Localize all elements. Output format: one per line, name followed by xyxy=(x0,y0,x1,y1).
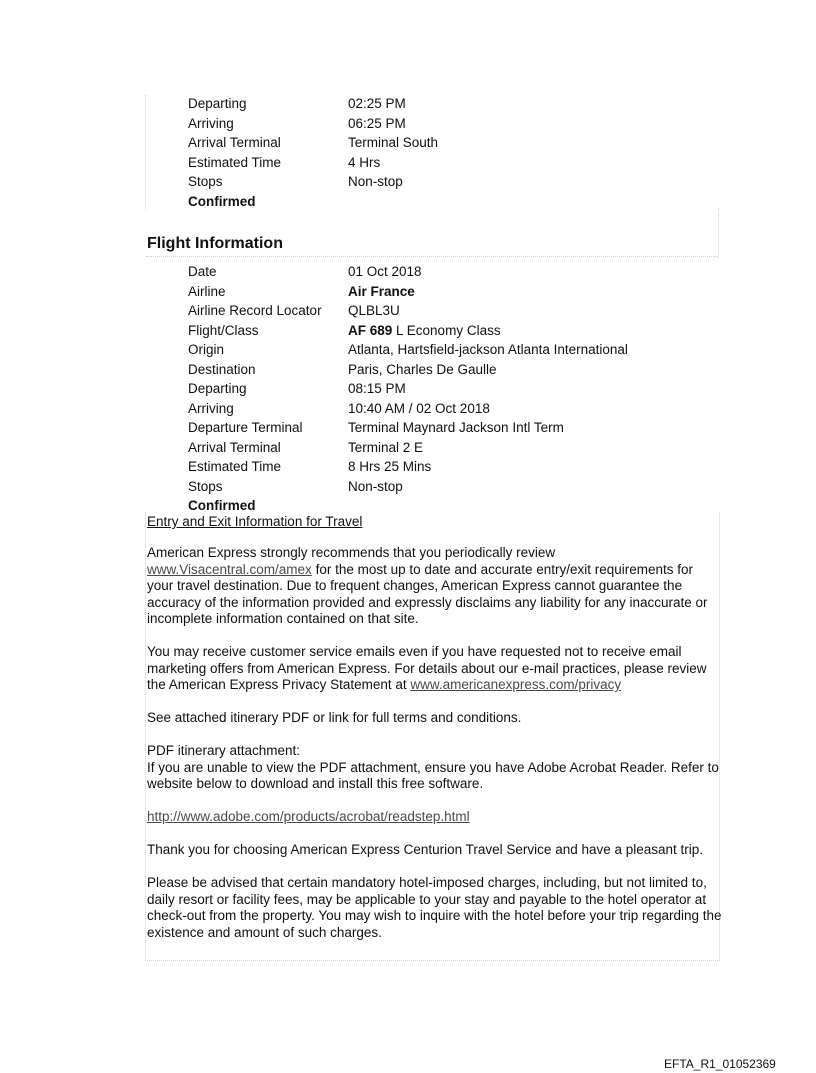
flight-details xyxy=(188,264,628,518)
travel-notes xyxy=(147,545,722,958)
detail-row xyxy=(188,155,438,175)
detail-row xyxy=(188,174,438,194)
date-label: Date xyxy=(188,264,217,279)
detail-row xyxy=(188,401,628,421)
arrival-terminal-label: Arrival Terminal xyxy=(188,439,281,455)
flight-class-value xyxy=(348,323,628,343)
detail-row xyxy=(188,440,628,460)
estimated-time-label: Estimated Time xyxy=(188,459,282,474)
detail-row xyxy=(188,342,628,362)
detail-row xyxy=(188,459,628,479)
terms-paragraph: See attached itinerary PDF or link for full terms and conditions. xyxy=(147,710,522,725)
adobe-link[interactable]: http://www.adobe.com/products/acrobat/readstep.html xyxy=(147,809,470,824)
airline-value: Air France xyxy=(348,283,415,299)
detail-row xyxy=(188,362,628,382)
detail-row xyxy=(188,381,628,401)
departure-terminal-value: Terminal Maynard Jackson Intl Term xyxy=(348,420,564,435)
detail-label: Estimated Time xyxy=(188,154,282,170)
privacy-link[interactable]: www.americanexpress.com/privacy xyxy=(410,677,622,692)
flight-class-label: Flight/Class xyxy=(188,322,259,338)
adobe-link-paragraph xyxy=(147,809,722,826)
status-confirmed: Confirmed xyxy=(188,498,256,513)
detail-row xyxy=(188,135,438,155)
privacy-paragraph: You may receive customer service emails even if you have requested not to receive email marketing offers from American Express. For details about our e-mail practices, please review the American Express Privacy Statement at www.americanexpress.com/privacy xyxy=(147,644,707,692)
arriving-label: Arriving xyxy=(188,400,234,416)
flight-class: L Economy Class xyxy=(392,322,501,338)
detail-row xyxy=(188,264,628,284)
detail-label: Arriving xyxy=(188,115,234,131)
detail-label: Arrival Terminal xyxy=(188,135,281,150)
origin-label: Origin xyxy=(188,342,225,357)
divider-right xyxy=(718,208,719,258)
record-locator-value: QLBL3U xyxy=(348,303,400,318)
detail-row xyxy=(188,479,628,499)
destination-value: Paris, Charles De Gaulle xyxy=(348,361,497,377)
detail-value: 02:25 PM xyxy=(348,96,406,111)
detail-row xyxy=(188,420,628,440)
entry-exit-info-link[interactable]: Entry and Exit Information for Travel xyxy=(147,514,363,529)
flight-number: AF 689 xyxy=(348,322,393,338)
visacentral-link[interactable]: www.Visacentral.com/amex xyxy=(147,561,312,577)
departing-label: Departing xyxy=(188,381,247,396)
detail-value: Non-stop xyxy=(348,174,403,189)
departure-terminal-label: Departure Terminal xyxy=(188,420,303,435)
hotel-charges-paragraph: Please be advised that certain mandatory hotel-imposed charges, including, but not limited to, daily resort or facility fees, may be applicable to your stay and payable to the hotel operator at check-out from the property. You may wish to inquire with the hotel before your trip regarding the existence and amount of such charges. xyxy=(147,875,722,940)
estimated-time-value: 8 Hrs 25 Mins xyxy=(348,459,432,474)
previous-flight-details xyxy=(188,96,438,213)
arrival-terminal-value: Terminal 2 E xyxy=(348,439,424,455)
detail-label: Departing xyxy=(188,96,247,111)
origin-value: Atlanta, Hartsfield-jackson Atlanta International xyxy=(348,342,628,357)
divider-section xyxy=(146,256,718,257)
detail-value: 4 Hrs xyxy=(348,154,381,170)
stops-value: Non-stop xyxy=(348,478,403,494)
detail-value: Terminal South xyxy=(348,135,439,150)
pdf-paragraph: PDF itinerary attachment: If you are unable to view the PDF attachment, ensure you have Adobe Acrobat Reader. Refer to website below to download and install this free software. xyxy=(147,743,719,791)
section-title-flight-information: Flight Information xyxy=(147,235,283,252)
detail-row xyxy=(188,194,438,214)
document-id: EFTA_R1_01052369 xyxy=(664,1057,776,1071)
departing-value: 08:15 PM xyxy=(348,381,406,396)
detail-label: Stops xyxy=(188,174,223,189)
detail-row xyxy=(188,116,438,136)
status-confirmed: Confirmed xyxy=(188,193,256,209)
detail-value: 06:25 PM xyxy=(348,115,406,131)
stops-label: Stops xyxy=(188,478,223,494)
detail-row xyxy=(188,284,628,304)
visa-paragraph: American Express strongly recommends that you periodically review www.Visacentral.com/amex for the most up to date and accurate entry/exit requirements for your travel destination. Due to frequent changes, American Express cannot guarantee the accuracy of the information provided and expressly disclaims any liability for any inaccurate or incomplete information contained on that site. xyxy=(147,545,708,626)
destination-label: Destination xyxy=(188,361,256,377)
detail-row xyxy=(188,323,628,343)
airline-label: Airline xyxy=(188,283,226,299)
arriving-value: 10:40 AM / 02 Oct 2018 xyxy=(348,400,490,416)
detail-row xyxy=(188,303,628,323)
detail-row xyxy=(188,96,438,116)
thank-you-paragraph: Thank you for choosing American Express Centurion Travel Service and have a pleasant trip. xyxy=(147,842,704,857)
divider-left xyxy=(145,95,146,210)
record-locator-label: Airline Record Locator xyxy=(188,303,322,318)
date-value: 01 Oct 2018 xyxy=(348,264,422,279)
